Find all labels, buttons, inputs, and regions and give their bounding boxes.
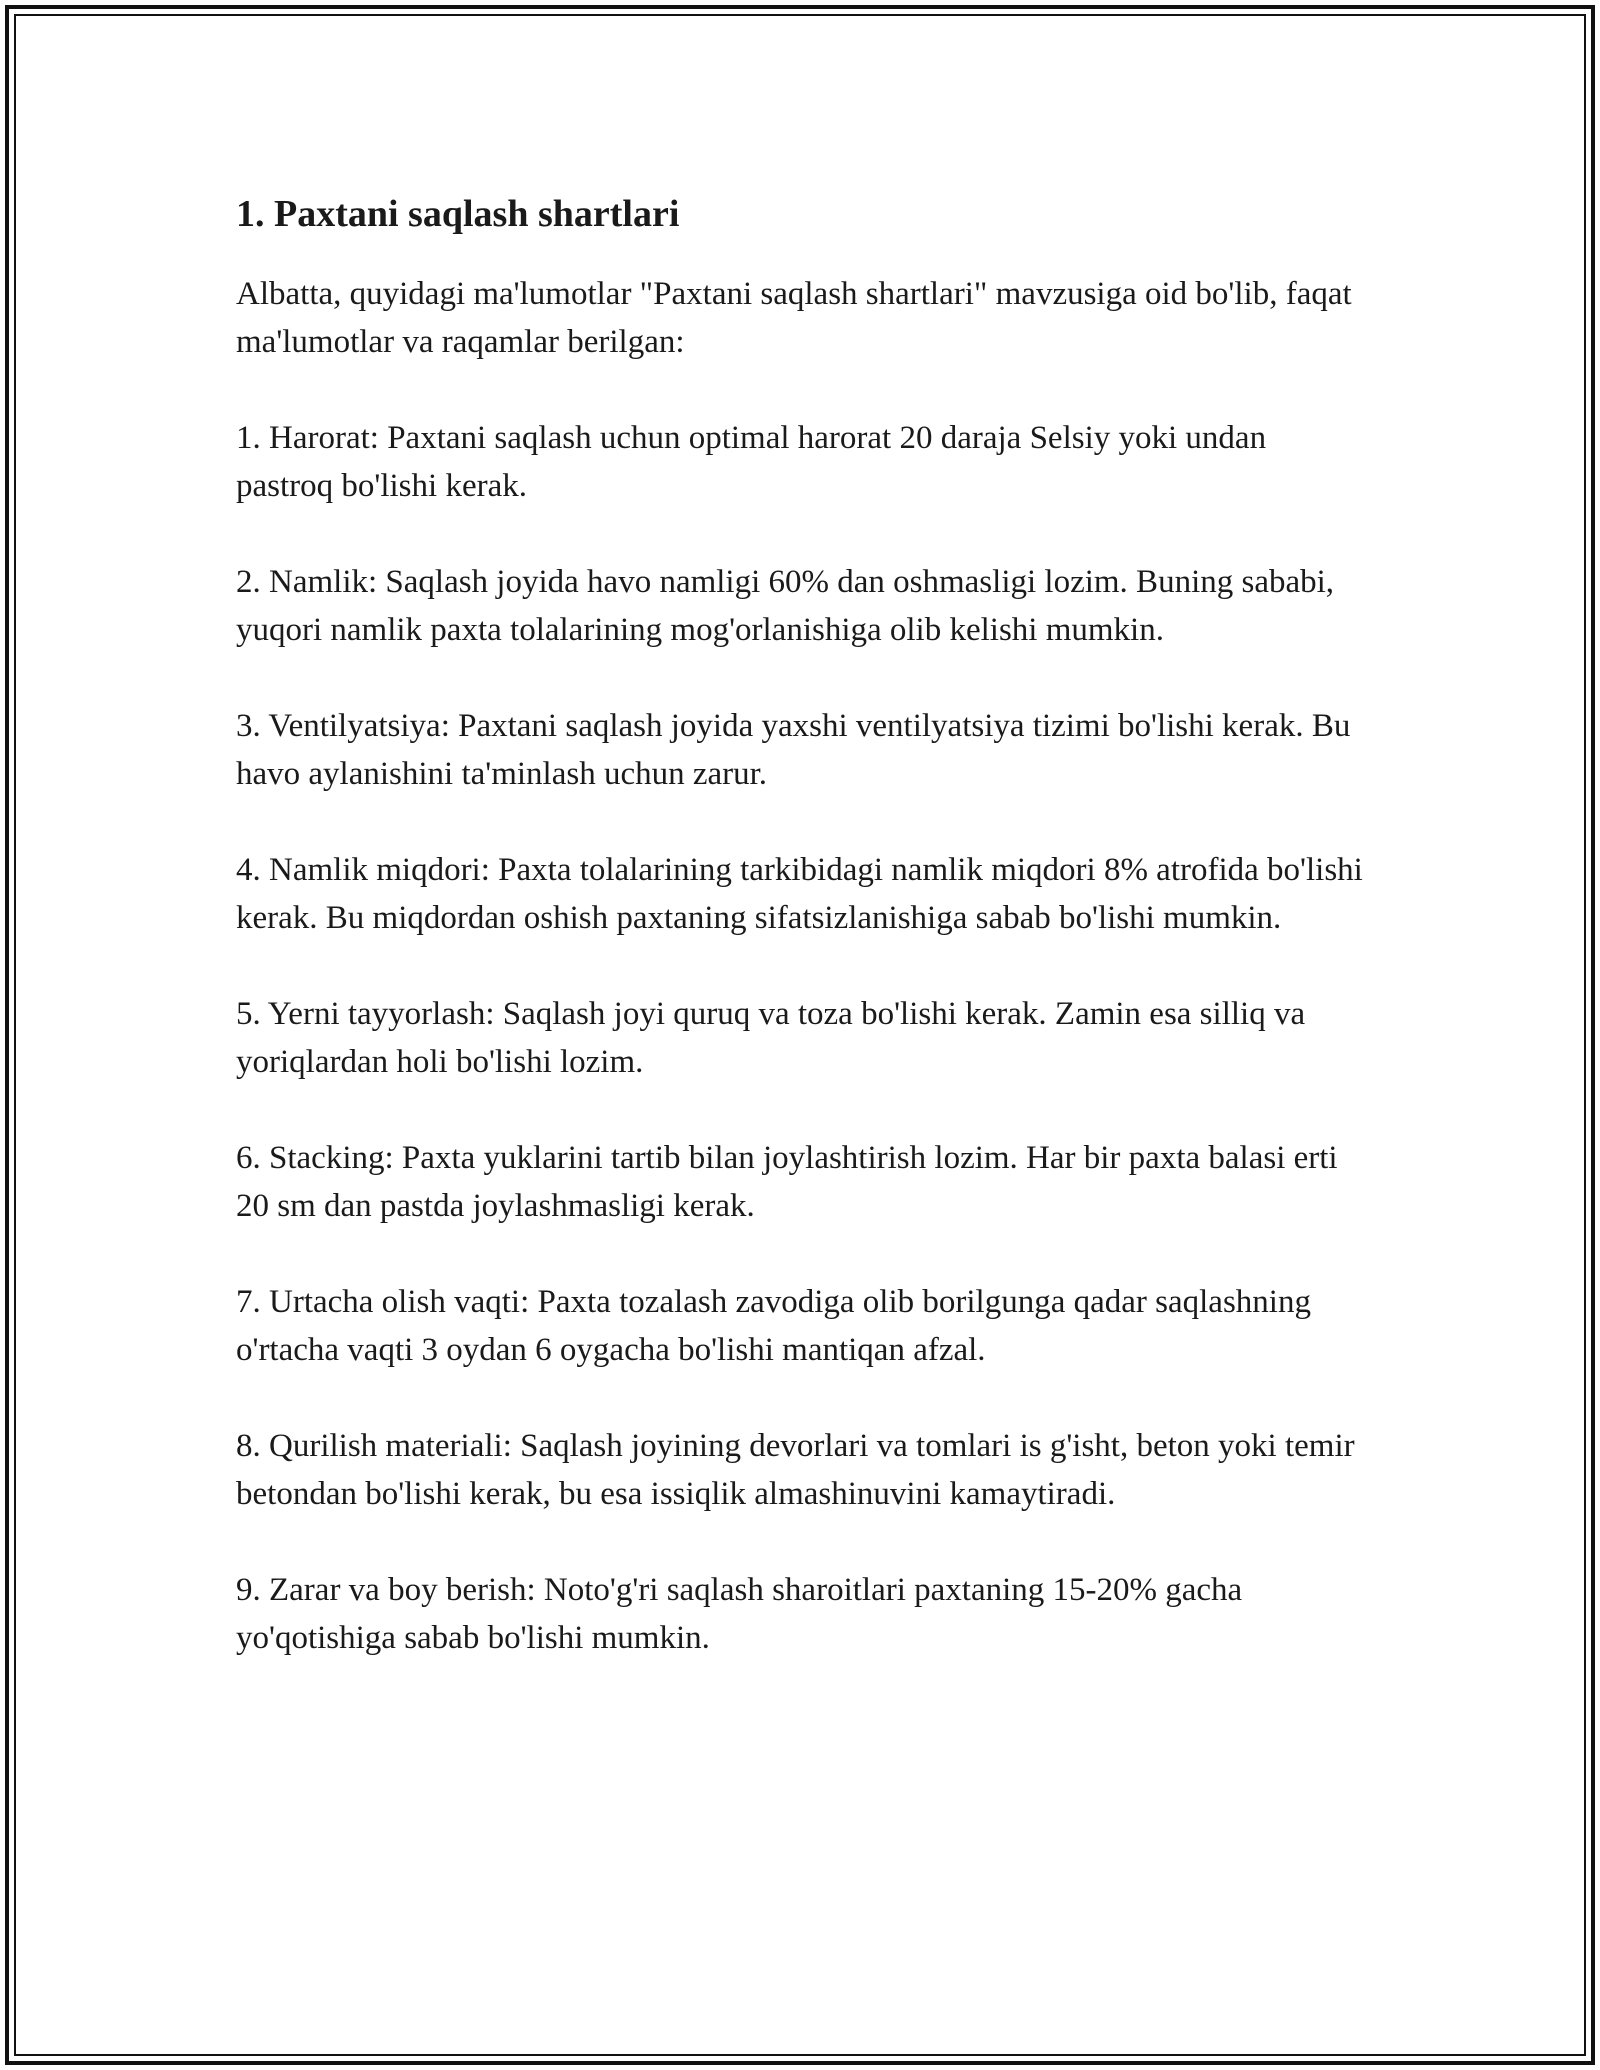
list-item-ventilyatsiya: 3. Ventilyatsiya: Paxtani saqlash joyida yaxshi ventilyatsiya tizimi bo'lishi kerak. Bu havo aylanishini ta'minlash uchun zarur. [236, 708, 1351, 792]
list-item-urtacha-olish-vaqti: 7. Urtacha olish vaqti: Paxta tozalash zavodiga olib borilgunga qadar saqlashning o'rtacha vaqti 3 oydan 6 oygacha bo'lishi mantiqan afzal. [236, 1284, 1311, 1368]
list-item-namlik-miqdori: 4. Namlik miqdori: Paxta tolalarining tarkibidagi namlik miqdori 8% atrofida bo'lishi kerak. Bu miqdordan oshish paxtaning sifatsizlanishiga sabab bo'lishi mumkin. [236, 852, 1363, 936]
list-item-harorat: 1. Harorat: Paxtani saqlash uchun optimal harorat 20 daraja Selsiy yoki undan pastroq bo'lishi kerak. [236, 420, 1267, 504]
intro-paragraph: Albatta, quyidagi ma'lumotlar "Paxtani saqlash shartlari" mavzusiga oid bo'lib, faqat ma'lumotlar va raqamlar berilgan: [236, 276, 1352, 360]
list-item-zarar: 9. Zarar va boy berish: Noto'g'ri saqlash sharoitlari paxtaning 15-20% gacha yo'qotishiga sabab bo'lishi mumkin. [236, 1572, 1243, 1656]
document-body [236, 190, 1366, 1710]
document-title: 1. Paxtani saqlash shartlari [236, 193, 680, 235]
list-item-namlik: 2. Namlik: Saqlash joyida havo namligi 60% dan oshmasligi lozim. Buning sababi, yuqori namlik paxta tolalarining mog'orlanishiga olib kelishi mumkin. [236, 564, 1335, 648]
list-item-yerni-tayyorlash: 5. Yerni tayyorlash: Saqlash joyi quruq va toza bo'lishi kerak. Zamin esa silliq va yoriqlardan holi bo'lishi lozim. [236, 996, 1306, 1080]
list-item-qurilish-materiali: 8. Qurilish materiali: Saqlash joyining devorlari va tomlari is g'isht, beton yoki temir betondan bo'lishi kerak, bu esa issiqlik almashinuvini kamaytiradi. [236, 1428, 1355, 1512]
list-item-stacking: 6. Stacking: Paxta yuklarini tartib bilan joylashtirish lozim. Har bir paxta balasi erti 20 sm dan pastda joylashmasligi kerak. [236, 1140, 1338, 1224]
